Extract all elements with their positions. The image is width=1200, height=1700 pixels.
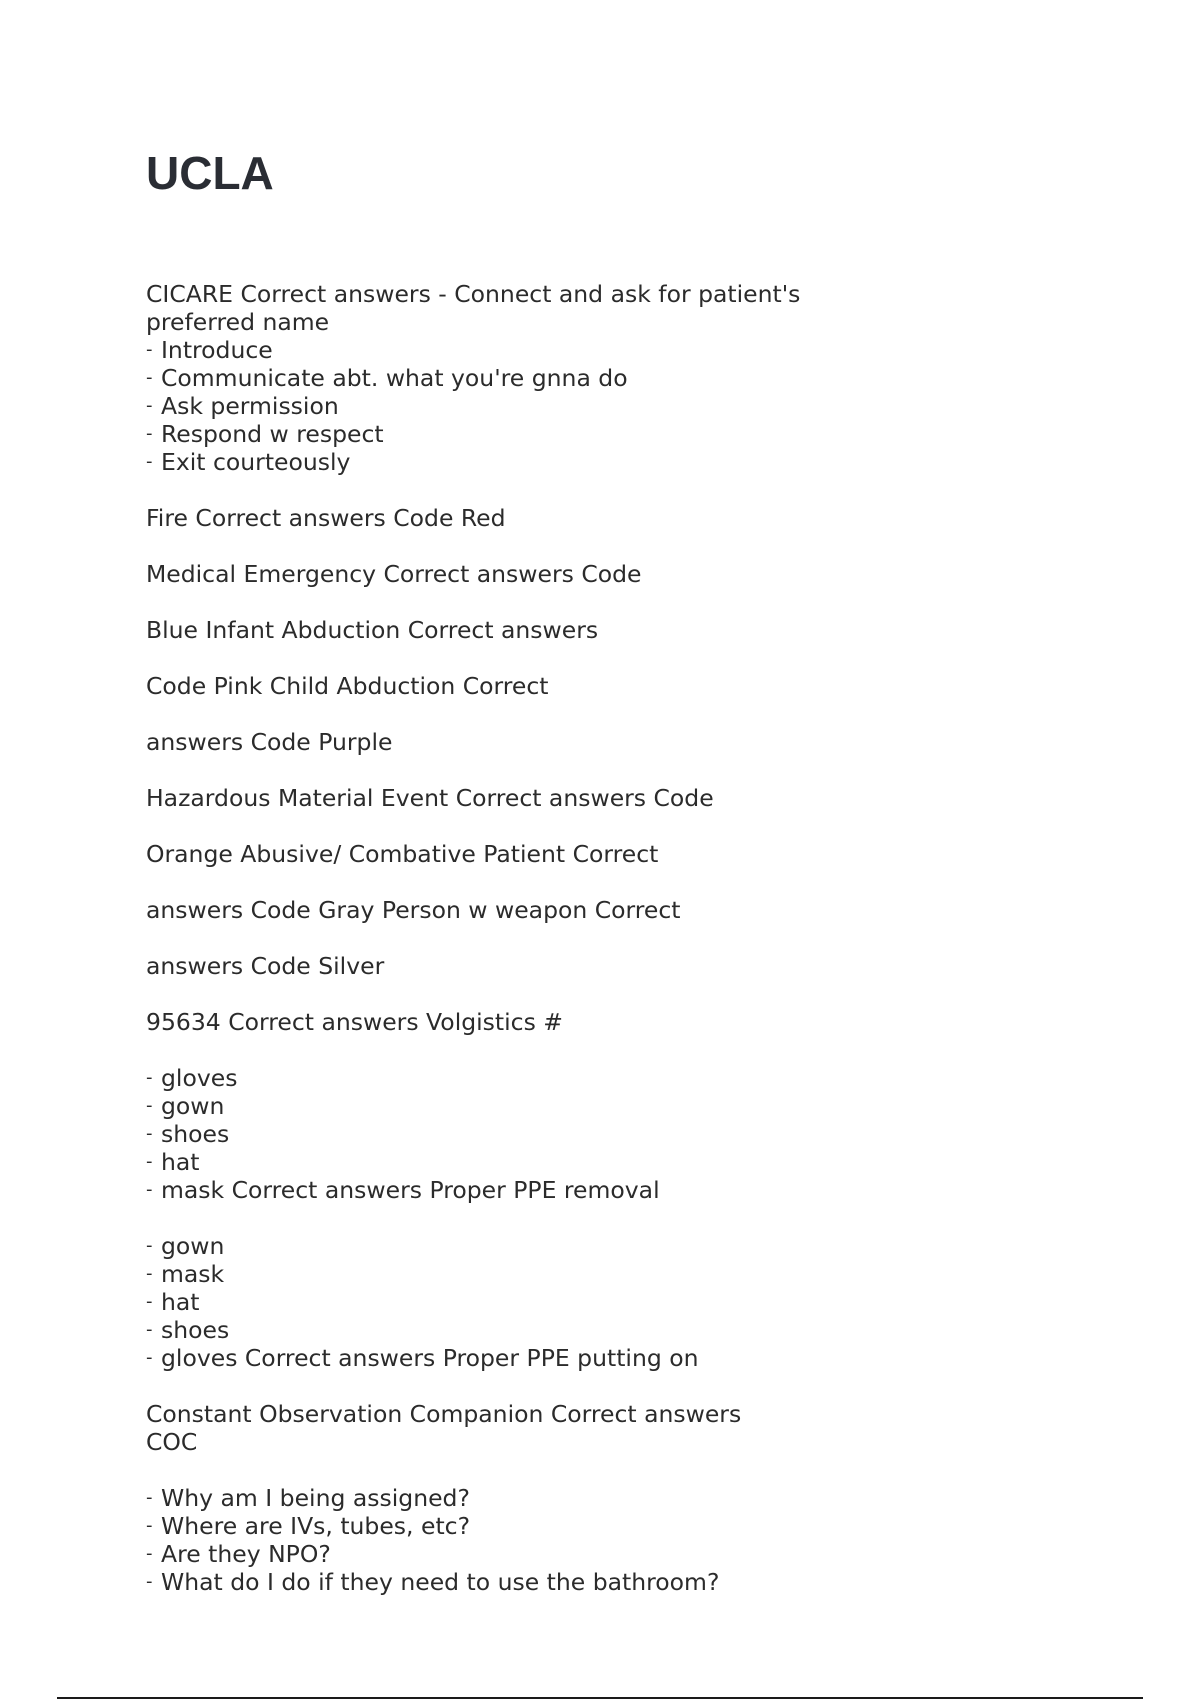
text-line: Fire Correct answers Code Red <box>146 504 506 532</box>
dash-marker: - <box>146 1319 153 1340</box>
dash-marker: - <box>146 451 153 472</box>
ppe-removal-list <box>146 1064 1046 1204</box>
bullet-item <box>146 1512 1046 1540</box>
bullet-text: gloves <box>161 1064 238 1092</box>
bullet-item <box>146 1484 1046 1512</box>
bullet-item <box>146 336 1046 364</box>
bullet-item <box>146 1568 1046 1596</box>
dash-marker: - <box>146 339 153 360</box>
bullet-item <box>146 364 1046 392</box>
text-line: answers Code Gray Person w weapon Correct <box>146 896 681 924</box>
bullet-text: shoes <box>161 1316 230 1344</box>
text-line: Code Pink Child Abduction Correct <box>146 672 549 700</box>
paragraph <box>146 504 1046 532</box>
bullet-item <box>146 1344 1046 1372</box>
dash-marker: - <box>146 1543 153 1564</box>
bullet-item <box>146 1260 1046 1288</box>
bullet-text: Are they NPO? <box>161 1540 331 1568</box>
dash-marker: - <box>146 1571 153 1592</box>
bullet-text: hat <box>161 1148 200 1176</box>
ppe-putting-on-list <box>146 1232 1046 1372</box>
document-body <box>146 280 1046 1624</box>
paragraph <box>146 840 1046 868</box>
text-line: Medical Emergency Correct answers Code <box>146 560 642 588</box>
dash-marker: - <box>146 1235 153 1256</box>
paragraph <box>146 560 1046 588</box>
bullet-item <box>146 420 1046 448</box>
text-line: preferred name <box>146 308 330 336</box>
coc-questions-list <box>146 1484 1046 1596</box>
text-line: answers Code Purple <box>146 728 393 756</box>
bullet-text: shoes <box>161 1120 230 1148</box>
bullet-item <box>146 1064 1046 1092</box>
paragraph <box>146 784 1046 812</box>
paragraph <box>146 1008 1046 1036</box>
bullet-text: What do I do if they need to use the bathroom? <box>161 1568 720 1596</box>
bullet-item <box>146 1232 1046 1260</box>
bullet-text: Communicate abt. what you're gnna do <box>161 364 628 392</box>
bullet-item <box>146 1540 1046 1568</box>
bullet-item <box>146 1148 1046 1176</box>
bullet-text: gown <box>161 1232 225 1260</box>
bullet-text: mask Correct answers Proper PPE removal <box>161 1176 660 1204</box>
paragraph <box>146 616 1046 644</box>
bullet-item <box>146 1176 1046 1204</box>
bullet-text: Ask permission <box>161 392 339 420</box>
dash-marker: - <box>146 1179 153 1200</box>
paragraph <box>146 728 1046 756</box>
bullet-text: Where are IVs, tubes, etc? <box>161 1512 471 1540</box>
bullet-text: Introduce <box>161 336 273 364</box>
paragraph <box>146 672 1046 700</box>
footer-divider <box>57 1697 1143 1699</box>
dash-marker: - <box>146 1151 153 1172</box>
bullet-text: Respond w respect <box>161 420 384 448</box>
bullet-item <box>146 392 1046 420</box>
paragraph <box>146 1400 1046 1456</box>
bullet-item <box>146 1288 1046 1316</box>
dash-marker: - <box>146 367 153 388</box>
text-line: Orange Abusive/ Combative Patient Correct <box>146 840 659 868</box>
bullet-item <box>146 448 1046 476</box>
dash-marker: - <box>146 395 153 416</box>
text-line: CICARE Correct answers - Connect and ask for patient's <box>146 280 801 308</box>
dash-marker: - <box>146 1123 153 1144</box>
cicare-block <box>146 280 1046 476</box>
bullet-text: mask <box>161 1260 225 1288</box>
dash-marker: - <box>146 1291 153 1312</box>
paragraph <box>146 896 1046 924</box>
bullet-item <box>146 1120 1046 1148</box>
bullet-item <box>146 1092 1046 1120</box>
dash-marker: - <box>146 423 153 444</box>
text-line: 95634 Correct answers Volgistics # <box>146 1008 563 1036</box>
dash-marker: - <box>146 1515 153 1536</box>
dash-marker: - <box>146 1095 153 1116</box>
dash-marker: - <box>146 1067 153 1088</box>
document-title: UCLA <box>146 147 274 199</box>
paragraph <box>146 952 1046 980</box>
bullet-text: gloves Correct answers Proper PPE putting on <box>161 1344 699 1372</box>
bullet-text: hat <box>161 1288 200 1316</box>
dash-marker: - <box>146 1487 153 1508</box>
text-line: COC <box>146 1428 198 1456</box>
text-line: answers Code Silver <box>146 952 385 980</box>
dash-marker: - <box>146 1347 153 1368</box>
text-line: Hazardous Material Event Correct answers Code <box>146 784 714 812</box>
bullet-text: gown <box>161 1092 225 1120</box>
bullet-text: Exit courteously <box>161 448 351 476</box>
dash-marker: - <box>146 1263 153 1284</box>
bullet-item <box>146 1316 1046 1344</box>
text-line: Constant Observation Companion Correct answers <box>146 1400 742 1428</box>
bullet-text: Why am I being assigned? <box>161 1484 470 1512</box>
text-line: Blue Infant Abduction Correct answers <box>146 616 599 644</box>
